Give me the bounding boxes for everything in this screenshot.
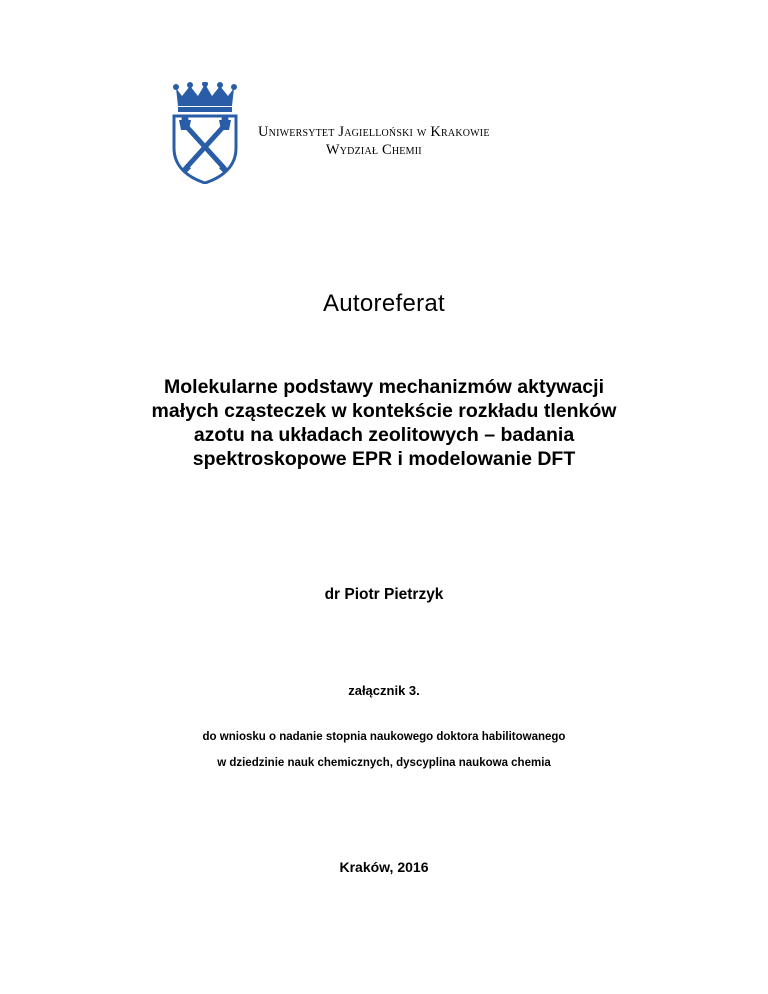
jagiellonian-university-crest-icon	[170, 82, 240, 184]
institution-header	[258, 124, 490, 159]
purpose-line: do wniosku o nadanie stopnia naukowego doktora habilitowanego	[202, 731, 566, 743]
document-title: Autoreferat	[322, 290, 446, 317]
purpose-line: w dziedzinie nauk chemicznych, dyscyplina naukowa chemia	[217, 757, 551, 769]
author-name: dr Piotr Pietrzyk	[324, 586, 444, 603]
faculty-name: Wydział Chemii	[325, 142, 422, 158]
subject-line: spektroskopowe EPR i modelowanie DFT	[192, 448, 576, 470]
thesis-subject	[84, 375, 684, 471]
place-and-date: Kraków, 2016	[339, 859, 429, 875]
subject-line: azotu na układach zeolitowych – badania	[193, 424, 575, 446]
subject-line: Molekularne podstawy mechanizmów aktywacji	[164, 376, 604, 398]
annex-label: załącznik 3.	[348, 683, 420, 698]
application-purpose	[0, 724, 768, 776]
university-name: Uniwersytet Jagielloński w Krakowie	[258, 124, 490, 140]
subject-line: małych cząsteczek w kontekście rozkładu tlenków	[151, 400, 617, 422]
